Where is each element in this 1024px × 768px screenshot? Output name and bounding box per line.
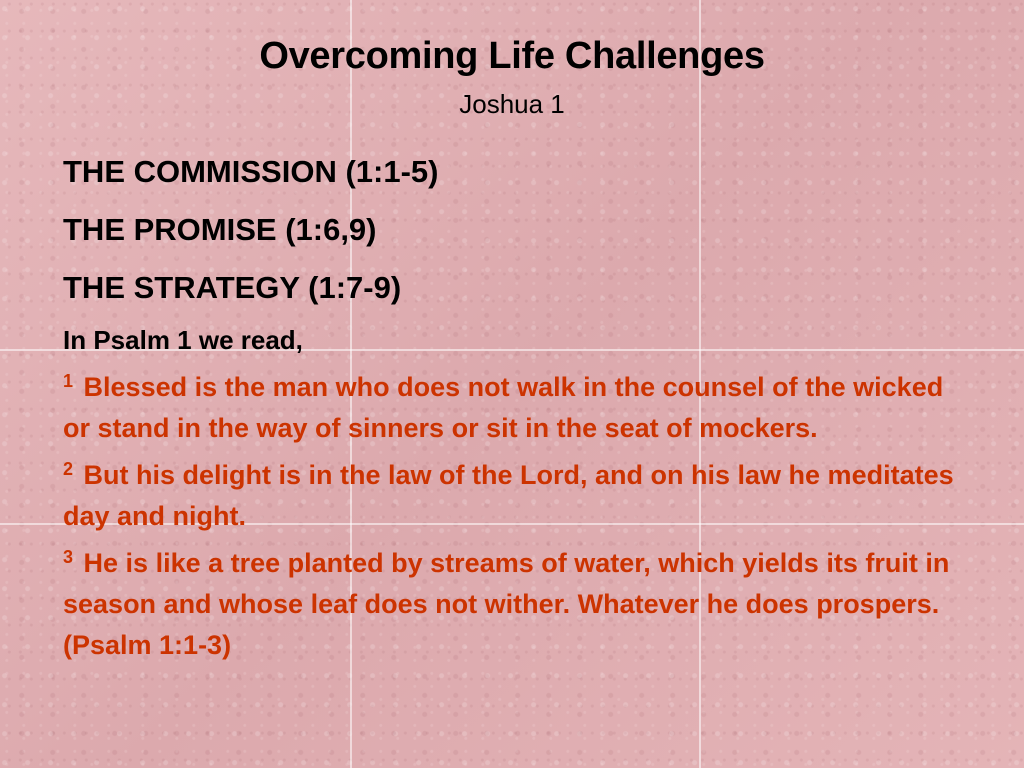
verse-number: 3 — [63, 547, 74, 567]
slide-title: Overcoming Life Challenges — [259, 35, 765, 77]
slide-body — [63, 152, 973, 672]
heading-commission: THE COMMISSION (1:1-5) — [63, 154, 439, 189]
verse-1 — [63, 367, 973, 449]
slide-subtitle: Joshua 1 — [459, 89, 565, 119]
verse-3 — [63, 543, 973, 666]
verse-number: 1 — [63, 371, 74, 391]
verse-text: Blessed is the man who does not walk in the counsel of the wicked or stand in the way of sinners or sit in the seat of mockers. — [63, 372, 944, 443]
verse-2 — [63, 455, 973, 537]
psalm-intro: In Psalm 1 we read, — [63, 325, 303, 355]
verse-text: But his delight is in the law of the Lord, and on his law he meditates day and night. — [63, 460, 954, 531]
verse-text: He is like a tree planted by streams of water, which yields its fruit in season and whose leaf does not wither. Whatever he does prospers. (Psalm 1:1-3) — [63, 548, 950, 660]
verse-number: 2 — [63, 459, 74, 479]
heading-strategy: THE STRATEGY (1:7-9) — [63, 270, 402, 305]
heading-promise: THE PROMISE (1:6,9) — [63, 212, 377, 247]
